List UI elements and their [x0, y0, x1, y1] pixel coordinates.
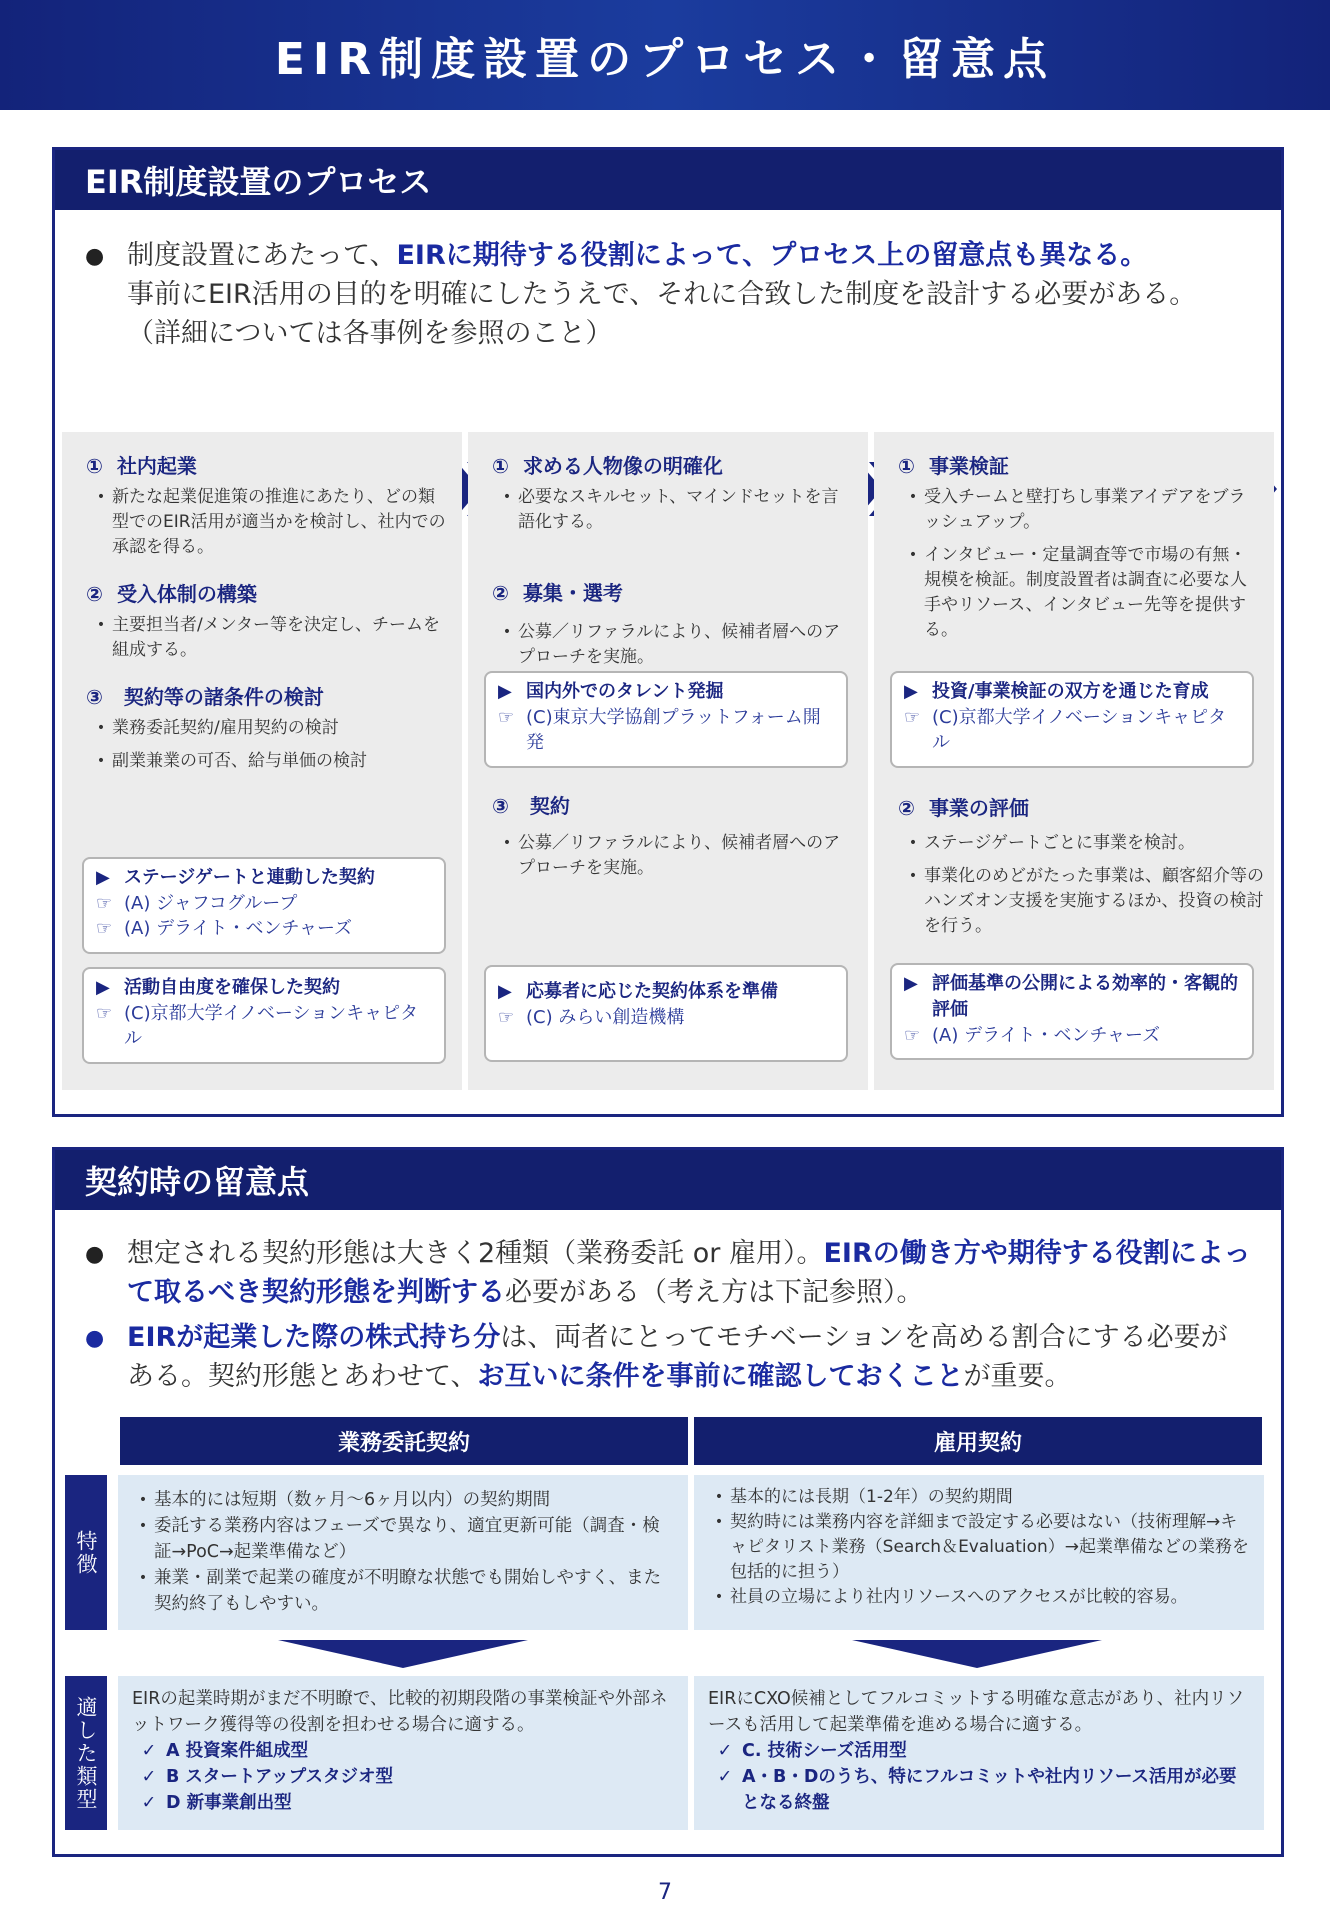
page-title: EIR制度設置のプロセス・留意点 [274, 34, 1056, 85]
bullet-item: ● EIRが起業した際の株式持ち分は、両者にとってモチベーションを高める割合にする必要がある。契約形態とあわせて、お互いに条件を事前に確認しておくことが重要。 [85, 1318, 1251, 1396]
bullet-text: 制度設置にあたって、 [127, 240, 397, 271]
pointing-hand-icon: ☞ [96, 893, 113, 914]
pointing-hand-icon: ☞ [96, 918, 113, 939]
row-label-features: 特徴 [65, 1475, 107, 1630]
process-heading: EIR制度設置のプロセス [55, 150, 1281, 210]
case-callout: ▶ ステージゲートと連動した契約 ☞ (A) ジャフコグループ ☞ (A) デライト・ベンチャーズ [82, 857, 446, 954]
check-item: ✓ C. 技術シーズ活用型 [708, 1738, 1250, 1764]
bullet-icon: ● [85, 1326, 105, 1351]
sub-item: • インタビュー・定量調査等で市場の有無・規模を検証。制度設置者は調査に必要な人手やリソース、インタビュー先等を提供する。 [908, 545, 1247, 640]
item-heading: ③ 契約等の諸条件の検討 [86, 685, 324, 709]
list-item: • 委託する業務内容はフェーズで異なり、適宜更新可能（調査・検証→PoC→起業準備など） [138, 1516, 660, 1562]
check-item: ✓ D 新事業創出型 [132, 1790, 674, 1816]
item-heading: ① 事業検証 [898, 454, 1009, 478]
process-column-promotion [874, 432, 1274, 1090]
bullet-item: ● 想定される契約形態は大きく2種類（業務委託 or 雇用）。EIRの働き方や期待する役割によって取るべき契約形態を判断する必要がある（考え方は下記参照）。 [85, 1234, 1251, 1312]
sub-item: • 必要なスキルセット、マインドセットを言語化する。 [502, 487, 839, 532]
bullet-icon: ● [85, 1242, 105, 1267]
list-item: • 基本的には短期（数ヶ月〜6ヶ月以内）の契約期間 [138, 1490, 551, 1510]
pointing-hand-icon: ☞ [904, 707, 921, 728]
title-band [0, 0, 1330, 110]
pointing-hand-icon: ☞ [498, 1007, 515, 1028]
list-item: • 基本的には長期（1-2年）の契約期間 [714, 1487, 1013, 1507]
bullet-emphasis: EIRに期待する役割によって、プロセス上の留意点も異なる。 [396, 240, 1148, 271]
process-column-design [62, 432, 462, 1090]
item-heading: ② 事業の評価 [898, 796, 1029, 820]
item-heading: ② 募集・選考 [492, 581, 623, 605]
case-callout: ▶ 応募者に応じた契約体系を準備 ☞ (C) みらい創造機構 [484, 965, 848, 1062]
check-icon: ✓ [141, 1793, 157, 1813]
triangle-icon: ▶ [498, 981, 512, 1002]
bullet-icon: ● [85, 244, 105, 269]
item-heading: ③ 契約 [492, 794, 570, 818]
case-callout: ▶ 評価基準の公開による効率的・客観的評価 ☞ (A) デライト・ベンチャーズ [890, 963, 1254, 1060]
list-item: • 兼業・副業で起業の確度が不明瞭な状態でも開始しやすく、また契約終了もしやすい。 [138, 1568, 662, 1614]
check-item: ✓ A 投資案件組成型 [132, 1738, 674, 1764]
case-callout: ▶ 国内外でのタレント発掘 ☞ (C)東京大学協創プラットフォーム開発 [484, 671, 848, 768]
triangle-icon: ▶ [96, 867, 110, 888]
check-icon: ✓ [141, 1767, 157, 1787]
fit-employment: EIRにCXO候補としてフルコミットする明確な意志があり、社内リソースも活用して起業準備を進める場合に適する。 ✓ C. 技術シーズ活用型 ✓ A・B・Dのうち、特にフルコミットや社内リソース活用が必要となる終盤 [694, 1676, 1264, 1830]
features-outsourcing [118, 1475, 688, 1630]
contract-heading: 契約時の留意点 [55, 1150, 1281, 1210]
sub-item: • 受入チームと壁打ちし事業アイデアをブラッシュアップ。 [908, 487, 1246, 532]
triangle-icon: ▶ [904, 973, 918, 994]
column-header-employment: 雇用契約 [694, 1417, 1262, 1465]
pointing-hand-icon: ☞ [498, 707, 515, 728]
sub-item: • 事業化のめどがたった事業は、顧客紹介等のハンズオン支援を実施するほか、投資の検討を行う。 [908, 866, 1264, 936]
triangle-icon: ▶ [96, 977, 110, 998]
page-number: 7 [658, 1880, 672, 1905]
triangle-icon: ▶ [498, 681, 512, 702]
process-bullets [55, 210, 1281, 353]
check-icon: ✓ [141, 1741, 157, 1761]
case-callout: ▶ 投資/事業検証の双方を通じた育成 ☞ (C)京都大学イノベーションキャピタル [890, 671, 1254, 768]
sub-item: • 公募／リファラルにより、候補者層へのアプローチを実施。 [502, 833, 841, 878]
sub-item: • 主要担当者/メンター等を決定し、チームを組成する。 [96, 615, 441, 660]
column-header-outsourcing: 業務委託契約 [120, 1417, 688, 1465]
sub-item: • 副業兼業の可否、給与単価の検討 [96, 751, 367, 771]
sub-item: • ステージゲートごとに事業を検討。 [908, 833, 1195, 853]
item-heading: ① 求める人物像の明確化 [492, 454, 723, 478]
check-icon: ✓ [717, 1741, 733, 1761]
bullet-item [85, 236, 1251, 353]
pointing-hand-icon: ☞ [904, 1025, 921, 1046]
fit-outsourcing: EIRの起業時期がまだ不明瞭で、比較的初期段階の事業検証や外部ネットワーク獲得等の役割を担わせる場合に適する。 ✓ A 投資案件組成型 ✓ B スタートアップスタジオ型 ✓ D 新事業創出型 [118, 1676, 688, 1830]
sub-item: • 新たな起業促進策の推進にあたり、どの類型でのEIR活用が適当かを検討し、社内での承認を得る。 [96, 487, 446, 557]
features-employment [694, 1475, 1264, 1630]
list-item: • 社員の立場により社内リソースへのアクセスが比較的容易。 [714, 1587, 1188, 1607]
check-item: ✓ A・B・Dのうち、特にフルコミットや社内リソース活用が必要となる終盤 [708, 1764, 1250, 1816]
sub-item: • 公募／リファラルにより、候補者層へのアプローチを実施。 [502, 622, 841, 667]
row-label-fit-types: 適した類型 [65, 1676, 107, 1830]
check-icon: ✓ [717, 1767, 733, 1787]
contract-bullets [55, 1210, 1281, 1396]
item-heading: ① 社内起業 [86, 454, 197, 478]
process-column-selection [468, 432, 868, 1090]
sub-item: • 業務委託契約/雇用契約の検討 [96, 718, 339, 738]
triangle-icon: ▶ [904, 681, 918, 702]
item-heading: ② 受入体制の構築 [86, 582, 257, 606]
case-callout: ▶ 活動自由度を確保した契約 ☞ (C)京都大学イノベーションキャピタル [82, 967, 446, 1064]
bullet-text: 事前にEIR活用の目的を明確にしたうえで、それに合致した制度を設計する必要がある。 [127, 279, 1197, 310]
bullet-text: （詳細については各事例を参照のこと） [127, 318, 613, 349]
list-item: • 契約時には業務内容を詳細まで設定する必要はない（技術理解→キャピタリスト業務（Search＆Evaluation）→起業準備などの業務を包括的に担う） [714, 1512, 1250, 1582]
check-item: ✓ B スタートアップスタジオ型 [132, 1764, 674, 1790]
pointing-hand-icon: ☞ [96, 1003, 113, 1024]
